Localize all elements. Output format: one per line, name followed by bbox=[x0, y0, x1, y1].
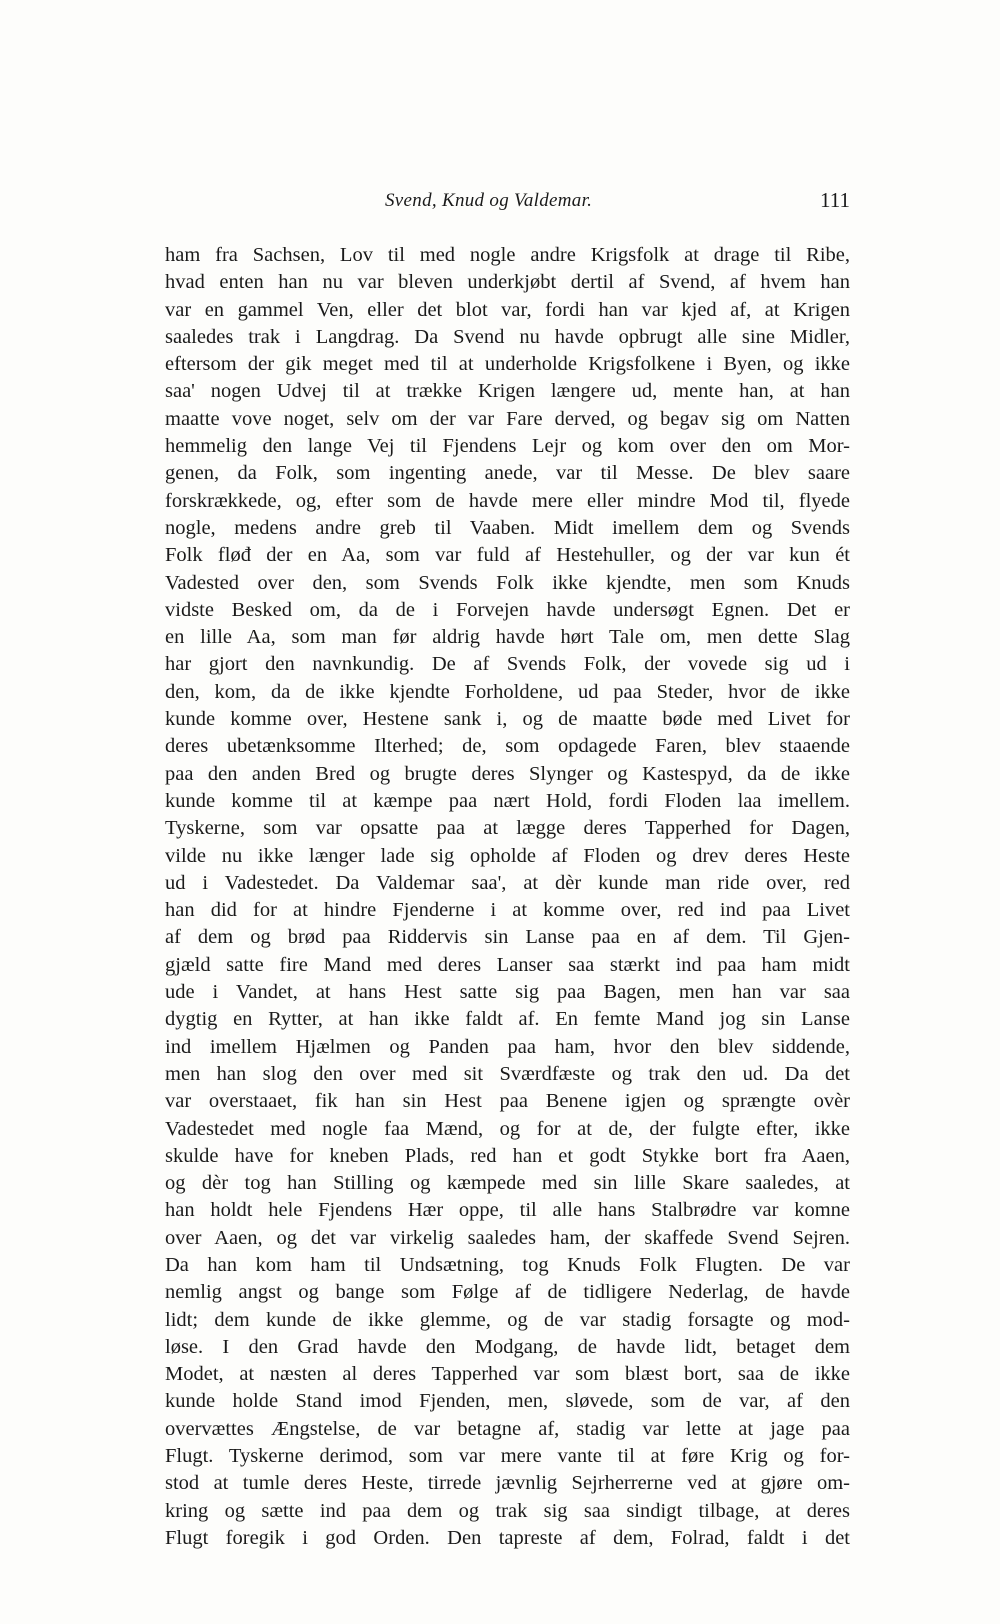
text-line: overvættes Ængstelse, de var betagne af, stadig var lette at jage paa bbox=[165, 1417, 850, 1440]
text-line: ud i Vadestedet. Da Valdemar saa', at dèr kunde man ride over, red bbox=[165, 871, 850, 894]
text-line: den, kom, da de ikke kjendte Forholdene, ud paa Steder, hvor de ikke bbox=[165, 680, 850, 703]
text-line: og dèr tog han Stilling og kæmpede med sin lille Skare saaledes, at bbox=[165, 1172, 850, 1195]
text-line: var en gammel Ven, eller det blot var, fordi han var kjed af, at Krigen bbox=[165, 298, 850, 321]
text-line: løse. I den Grad havde den Modgang, de havde lidt, betaget dem bbox=[165, 1335, 850, 1358]
text-line: kunde komme til at kæmpe paa nært Hold, fordi Floden laa imellem. bbox=[165, 789, 850, 812]
text-line: vidste Besked om, da de i Forvejen havde undersøgt Egnen. Det er bbox=[165, 598, 850, 621]
text-line: lidt; dem kunde de ikke glemme, og de var stadig forsagte og mod- bbox=[165, 1308, 850, 1331]
text-line: Da han kom ham til Undsætning, tog Knuds Folk Flugten. De var bbox=[165, 1253, 850, 1276]
text-line: ind imellem Hjælmen og Panden paa ham, hvor den blev siddende, bbox=[165, 1035, 850, 1058]
text-line: deres ubetænksomme Ilterhed; de, som opdagede Faren, blev staaende bbox=[165, 735, 850, 758]
text-line: ham fra Sachsen, Lov til med nogle andre Krigsfolk at drage til Ribe, bbox=[165, 244, 850, 266]
text-line: over Aaen, og det var virkelig saaledes ham, der skaffede Svend Sejren. bbox=[165, 1226, 850, 1249]
text-line: skulde have for kneben Plads, red han et godt Stykke bort fra Aaen, bbox=[165, 1144, 850, 1167]
text-line: dygtig en Rytter, at han ikke faldt af. En femte Mand jog sin Lanse bbox=[165, 1008, 850, 1031]
running-title: Svend, Knud og Valdemar. bbox=[385, 190, 593, 211]
text-line: Modet, at næsten al deres Tapperhed var som blæst bort, saa de ikke bbox=[165, 1363, 850, 1386]
text-line: paa den anden Bred og brugte deres Slynger og Kastespyd, da de ikke bbox=[165, 762, 850, 785]
page-header bbox=[160, 190, 850, 220]
text-line: kring og sætte ind paa dem og trak sig saa sindigt tilbage, at deres bbox=[165, 1499, 850, 1522]
text-line: har gjort den navnkundig. De af Svends Folk, der vovede sig ud i bbox=[165, 653, 850, 676]
page-number: 111 bbox=[820, 188, 850, 212]
text-line: kunde komme over, Hestene sank i, og de maatte bøde med Livet for bbox=[165, 708, 850, 731]
text-line: kunde holde Stand imod Fjenden, men, sløvede, som de var, af den bbox=[165, 1390, 850, 1413]
text-line: saaledes trak i Langdrag. Da Svend nu havde opbrugt alle sine Midler, bbox=[165, 325, 850, 348]
text-line: stod at tumle deres Heste, tirrede jævnlig Sejrherrerne ved at gjøre om- bbox=[165, 1472, 850, 1495]
text-line: hvad enten han nu var bleven underkjøbt dertil af Svend, af hvem han bbox=[165, 271, 850, 294]
text-line: saa' nogen Udvej til at trække Krigen længere ud, mente han, at han bbox=[165, 380, 850, 403]
text-line: af dem og brød paa Riddervis sin Lanse paa en af dem. Til Gjen- bbox=[165, 926, 850, 949]
text-line: Vadested over den, som Svends Folk ikke kjendte, men som Knuds bbox=[165, 571, 850, 594]
text-line: men han slog den over med sit Sværdfæste og trak den ud. Da det bbox=[165, 1062, 850, 1085]
text-line: maatte vove noget, selv om der var Fare derved, og begav sig om Natten bbox=[165, 407, 850, 430]
text-line: gjæld satte fire Mand med deres Lanser saa stærkt ind paa ham midt bbox=[165, 953, 850, 976]
text-line: Vadestedet med nogle faa Mænd, og for at de, der fulgte efter, ikke bbox=[165, 1117, 850, 1140]
text-line: Flugt. Tyskerne derimod, som var mere vante til at føre Krig og for- bbox=[165, 1445, 850, 1468]
text-line: eftersom der gik meget med til at underholde Krigsfolkene i Byen, og ikke bbox=[165, 353, 850, 376]
text-line: hemmelig den lange Vej til Fjendens Lejr og kom over den om Mor- bbox=[165, 435, 850, 458]
text-line: Flugt foregik i god Orden. Den tapreste af dem, Folrad, faldt i det bbox=[165, 1526, 850, 1549]
text-line: en lille Aa, som man før aldrig havde hørt Tale om, men dette Slag bbox=[165, 626, 850, 649]
text-line: nogle, medens andre greb til Vaaben. Midt imellem dem og Svends bbox=[165, 516, 850, 539]
text-line: nemlig angst og bange som Følge af de tidligere Nederlag, de havde bbox=[165, 1281, 850, 1304]
text-line: var overstaaet, fik han sin Hest paa Benene igjen og sprængte ovèr bbox=[165, 1090, 850, 1113]
text-line: Folk fløđ der en Aa, som var fuld af Hestehuller, og der var kun ét bbox=[165, 544, 850, 567]
text-line: Tyskerne, som var opsatte paa at lægge deres Tapperhed for Dagen, bbox=[165, 817, 850, 840]
text-line: forskrækkede, og, efter som de havde mere eller mindre Mod til, flyede bbox=[165, 489, 850, 512]
text-line: vilde nu ikke længer lade sig opholde af Floden og drev deres Heste bbox=[165, 844, 850, 867]
text-line: ude i Vandet, at hans Hest satte sig paa Bagen, men han var saa bbox=[165, 981, 850, 1004]
text-line: han did for at hindre Fjenderne i at komme over, red ind paa Livet bbox=[165, 899, 850, 922]
body-text bbox=[165, 242, 850, 1552]
text-line: han holdt hele Fjendens Hær oppe, til alle hans Stalbrødre var komne bbox=[165, 1199, 850, 1222]
text-line: genen, da Folk, som ingenting anede, var til Messe. De blev saare bbox=[165, 462, 850, 485]
